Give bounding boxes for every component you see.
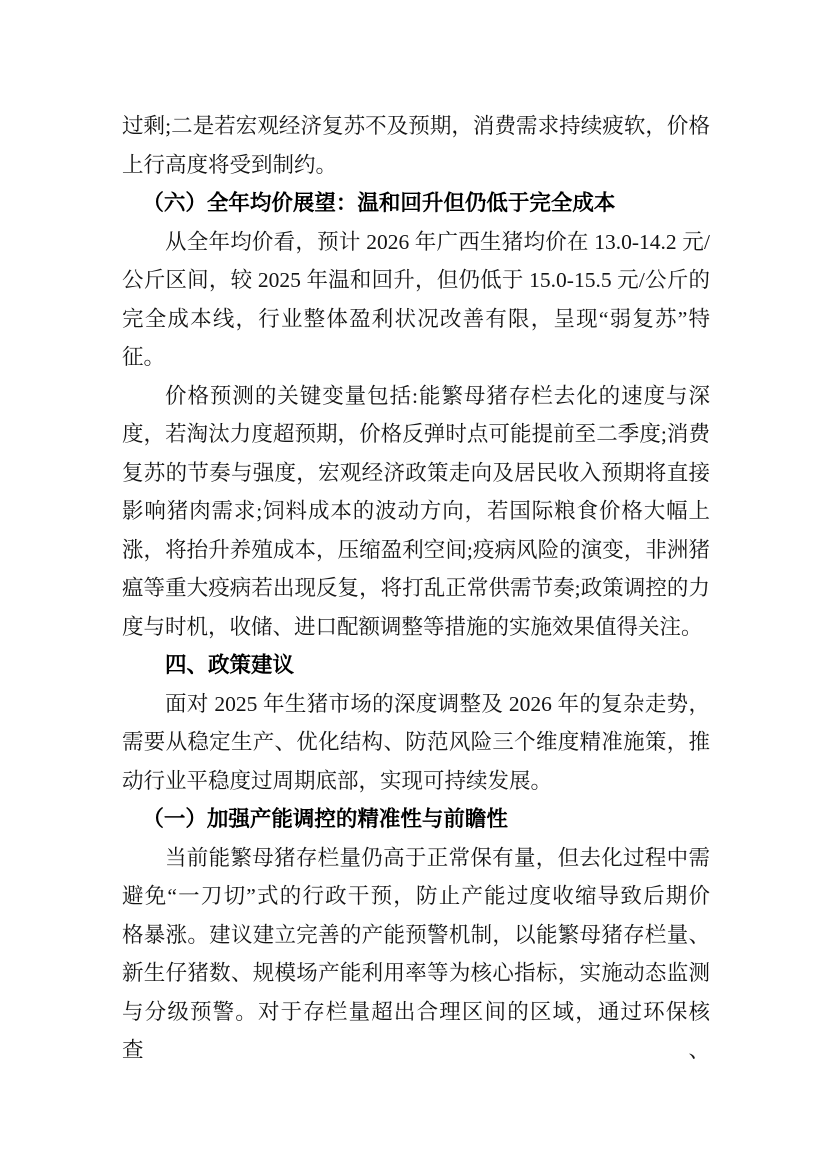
paragraph-line: 瘟等重大疫病若出现反复，将打乱正常供需节奏;政策调控的力 bbox=[122, 576, 710, 600]
paragraph-line: 动行业平稳度过周期底部，实现可持续发展。 bbox=[122, 768, 553, 793]
section-heading: 四、政策建议 bbox=[165, 653, 295, 677]
section-heading: （一）加强产能调控的精准性与前瞻性 bbox=[142, 807, 508, 831]
paragraph-line: 新生仔猪数、规模场产能利用率等为核心指标，实施动态监测 bbox=[122, 961, 710, 985]
section-heading: （六）全年均价展望：温和回升但仍低于完全成本 bbox=[142, 191, 616, 215]
document-body bbox=[122, 107, 710, 1062]
paragraph-line: 完全成本线，行业整体盈利状况改善有限，呈现“弱复苏”特 bbox=[122, 306, 710, 331]
paragraph-line: 避免“一刀切”式的行政干预，防止产能过度收缩导致后期价 bbox=[122, 884, 710, 908]
paragraph-line: 当前能繁母猪存栏量仍高于正常保有量，但去化过程中需 bbox=[165, 845, 710, 870]
paragraph-line: 涨，将抬升养殖成本，压缩盈利空间;疫病风险的演变，非洲猪 bbox=[122, 537, 710, 562]
paragraph-line: 影响猪肉需求;饲料成本的波动方向，若国际粮食价格大幅上 bbox=[122, 499, 710, 523]
paragraph-line: 面对 2025 年生猪市场的深度调整及 2026 年的复杂走势， bbox=[165, 691, 710, 716]
paragraph-line: 价格预测的关键变量包括:能繁母猪存栏去化的速度与深 bbox=[165, 383, 710, 408]
paragraph-line: 从全年均价看，预计 2026 年广西生猪均价在 13.0-14.2 元/ bbox=[165, 229, 710, 254]
paragraph-line: 上行高度将受到制约。 bbox=[122, 152, 338, 177]
paragraph-line: 度，若淘汰力度超预期，价格反弹时点可能提前至二季度;消费 bbox=[122, 422, 710, 446]
paragraph-line: 公斤区间，较 2025 年温和回升，但仍低于 15.0-15.5 元/公斤的 bbox=[122, 268, 710, 292]
paragraph-line: 需要从稳定生产、优化结构、防范风险三个维度精准施策，推 bbox=[122, 730, 710, 754]
paragraph-line: 征。 bbox=[122, 345, 166, 369]
paragraph-line: 过剩;二是若宏观经济复苏不及预期，消费需求持续疲软，价格 bbox=[122, 114, 710, 138]
paragraph-line: 格暴涨。建议建立完善的产能预警机制，以能繁母猪存栏量、 bbox=[122, 922, 710, 947]
paragraph-line: 复苏的节奏与强度，宏观经济政策走向及居民收入预期将直接 bbox=[122, 460, 710, 485]
paragraph-line: 度与时机，收储、进口配额调整等措施的实施效果值得关注。 bbox=[122, 614, 703, 639]
paragraph-line: 与分级预警。对于存栏量超出合理区间的区域，通过环保核查、 bbox=[122, 999, 710, 1062]
